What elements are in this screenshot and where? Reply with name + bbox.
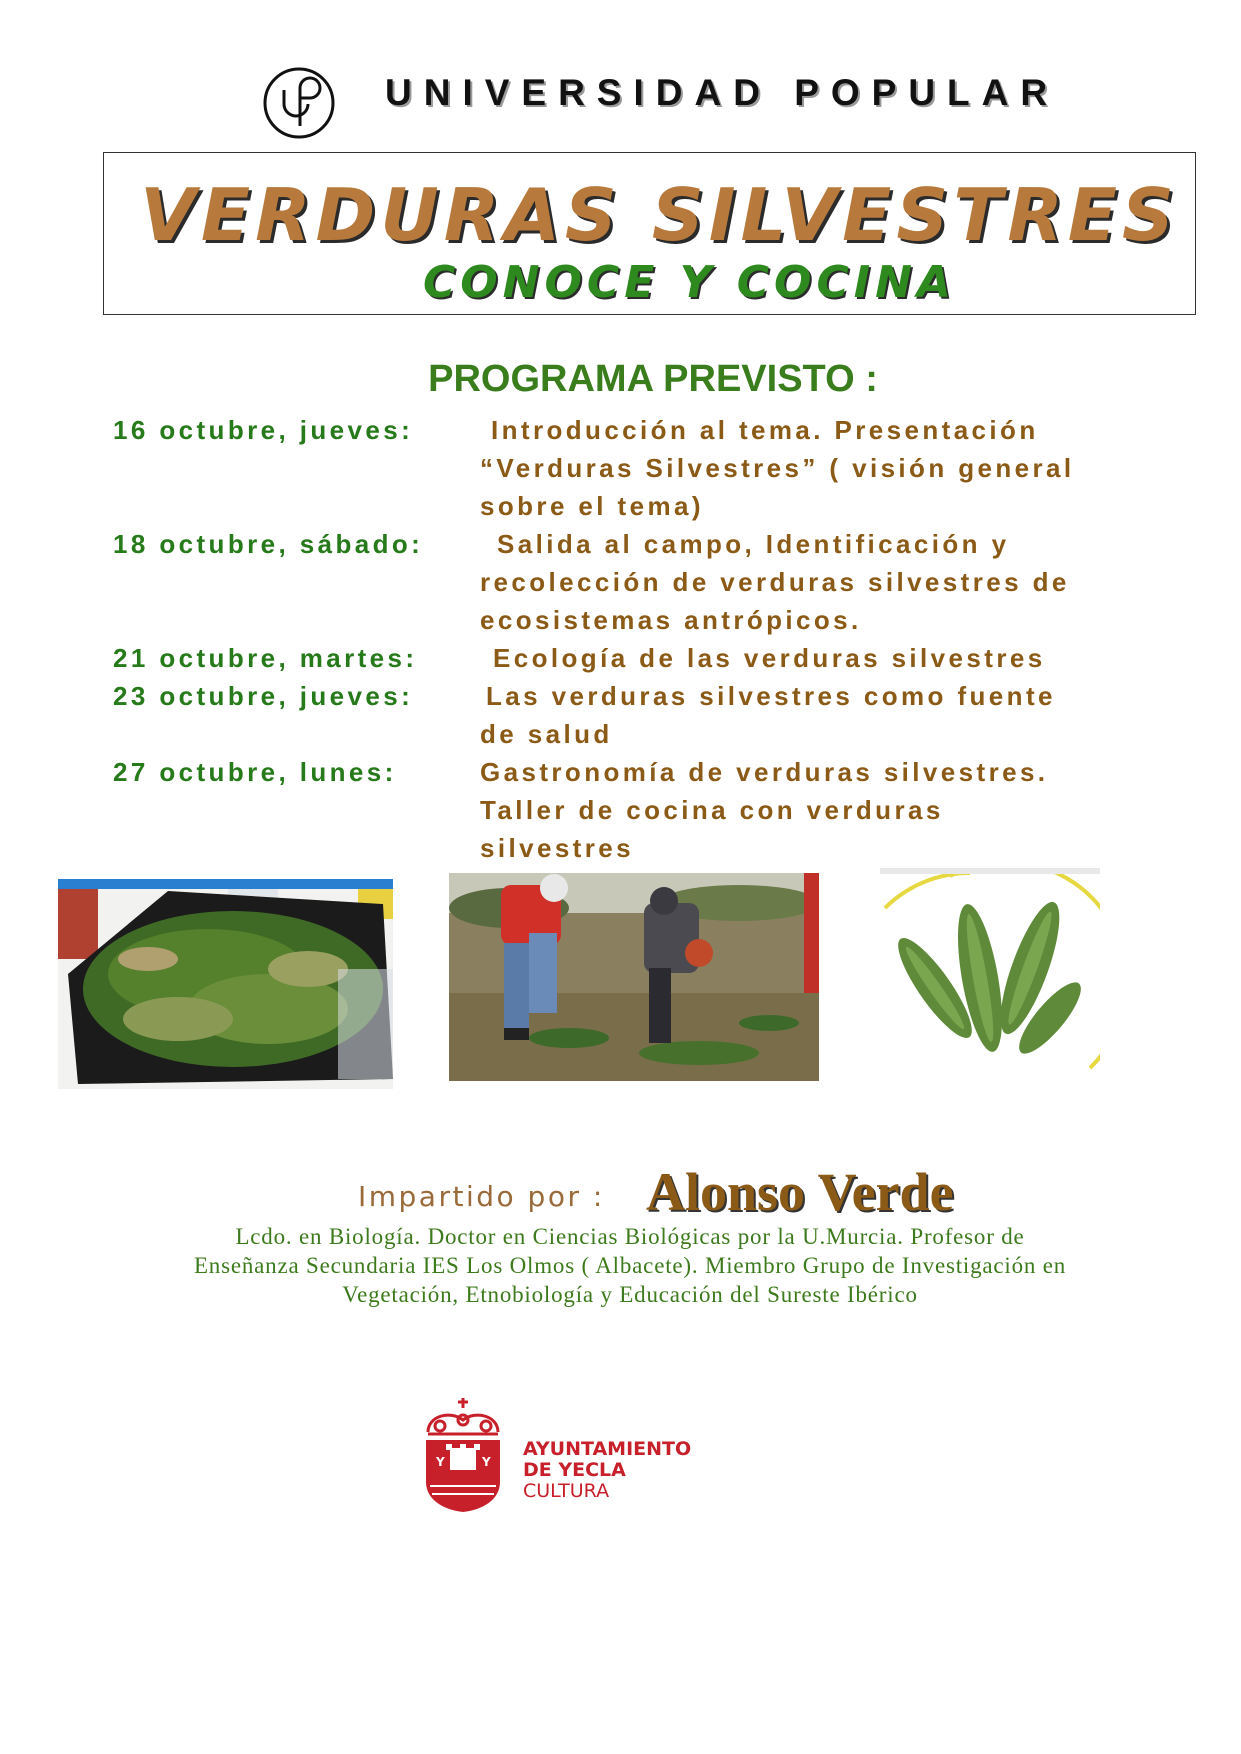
photo-wild-plant <box>880 868 1100 1081</box>
bio-line: Vegetación, Etnobiología y Educación del Sureste Ibérico <box>342 1282 918 1307</box>
session-desc: Taller de cocina con verduras <box>480 795 944 825</box>
universidad-popular-logo-icon <box>262 66 336 140</box>
program-heading: PROGRAMA PREVISTO : <box>428 358 878 400</box>
svg-text:Y: Y <box>482 1455 491 1469</box>
session-desc: Introducción al tema. Presentación <box>491 415 1039 445</box>
bio-line: Lcdo. en Biología. Doctor en Ciencias Biológicas por la U.Murcia. Profesor de <box>235 1224 1025 1249</box>
session-date: 18 octubre, sábado: <box>113 529 424 559</box>
speaker-label: Impartido por : <box>358 1180 605 1213</box>
org-name: UNIVERSIDAD POPULAR <box>385 72 1060 113</box>
svg-text:Y: Y <box>436 1455 445 1469</box>
sponsor-line-2: DE YECLA <box>523 1459 626 1481</box>
speaker-bio <box>100 1222 1160 1309</box>
speaker-name: Alonso Verde <box>646 1162 954 1222</box>
sponsor-line-3: CULTURA <box>523 1480 610 1502</box>
title-box <box>103 152 1196 315</box>
session-desc: Gastronomía de verduras silvestres. <box>480 757 1049 787</box>
yecla-crest-icon <box>420 1396 506 1514</box>
session-desc: “Verduras Silvestres” ( visión general <box>480 453 1075 483</box>
session-date: 23 octubre, jueves: <box>113 681 414 711</box>
session-date: 21 octubre, martes: <box>113 643 418 673</box>
session-date: 27 octubre, lunes: <box>113 757 397 787</box>
session-desc: de salud <box>480 719 613 749</box>
session-desc: Salida al campo, Identificación y <box>497 529 1010 559</box>
bio-line: Enseñanza Secundaria IES Los Olmos ( Albacete). Miembro Grupo de Investigación en <box>193 1253 1067 1278</box>
sponsor-line-1: AYUNTAMIENTO <box>523 1438 692 1460</box>
photo-cooked-greens <box>58 879 393 1089</box>
session-desc: ecosistemas antrópicos. <box>480 605 862 635</box>
session-desc: recolección de verduras silvestres de <box>480 567 1070 597</box>
sub-title: CONOCE Y COCINA <box>422 257 956 308</box>
session-desc: Ecología de las verduras silvestres <box>493 643 1046 673</box>
photo-field-trip <box>449 873 819 1081</box>
session-date: 16 octubre, jueves: <box>113 415 414 445</box>
main-title: VERDURAS SILVESTRES <box>140 173 1179 257</box>
session-desc: Las verduras silvestres como fuente <box>486 681 1056 711</box>
session-desc: silvestres <box>480 833 634 863</box>
session-desc: sobre el tema) <box>480 491 704 521</box>
